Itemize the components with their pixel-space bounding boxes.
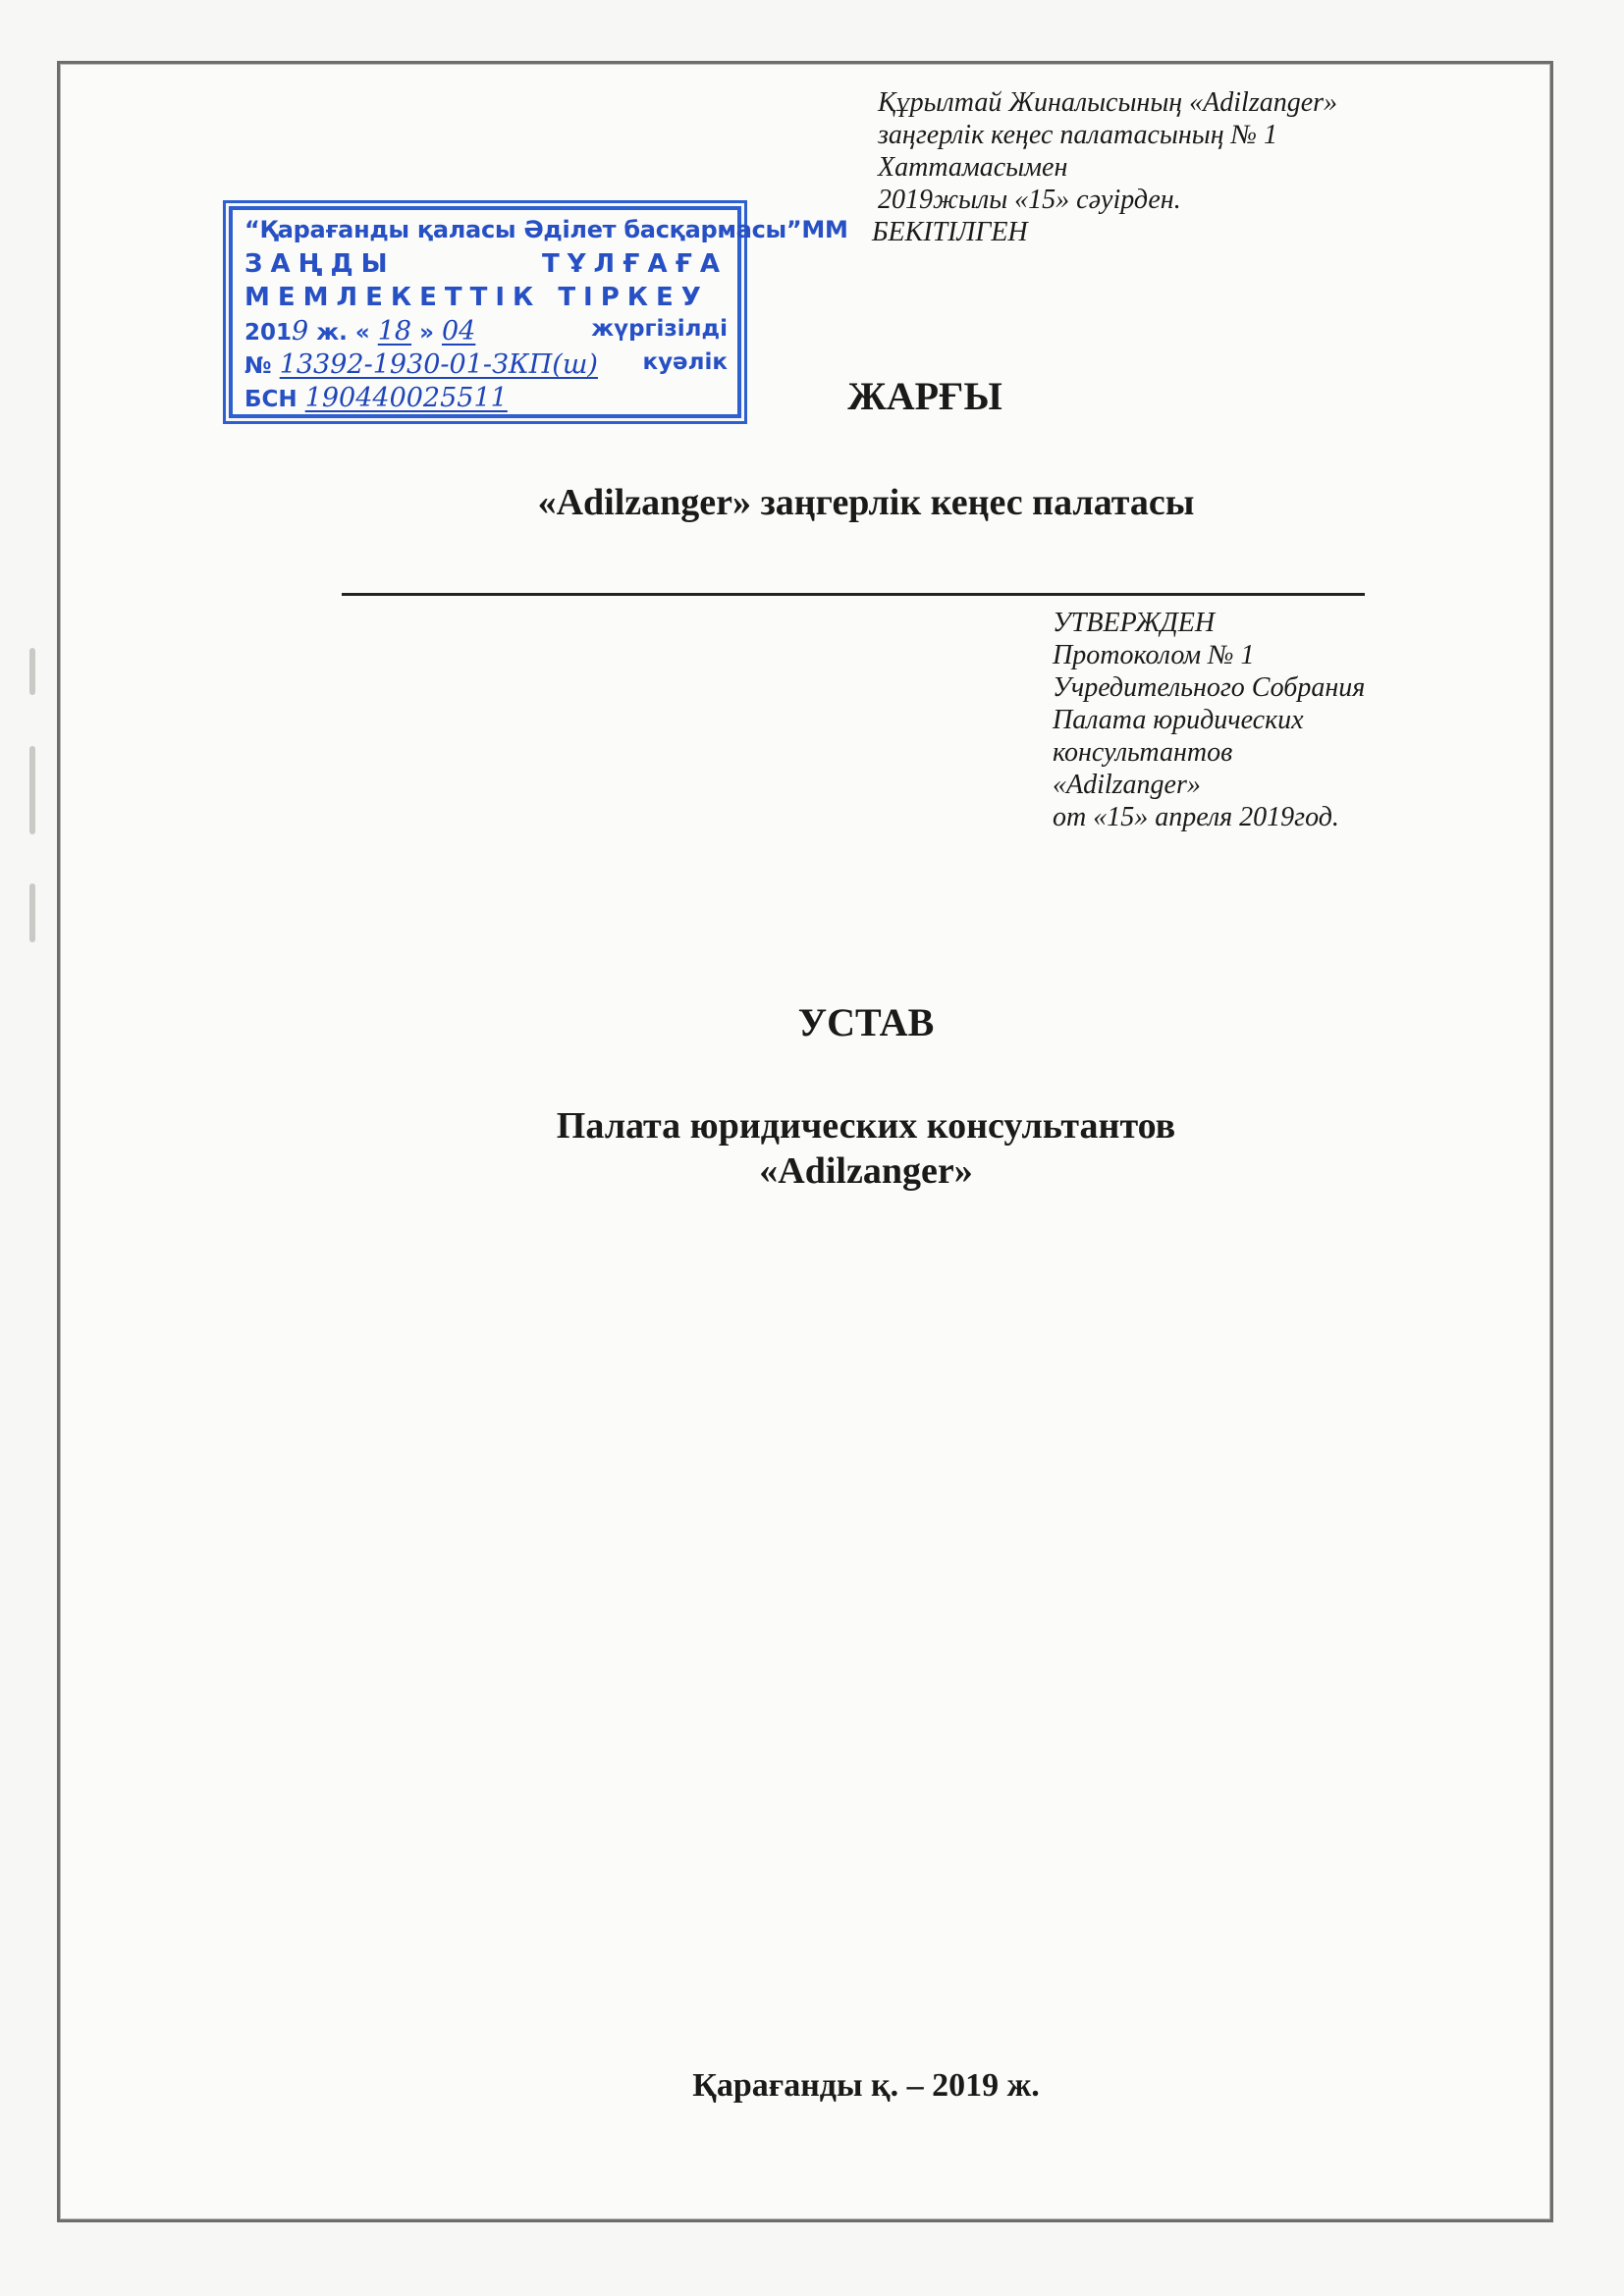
- document-title-russian: УСТАВ: [797, 1000, 935, 1044]
- stamp-year-prefix: 201: [244, 320, 293, 346]
- stamp-state-registration: МЕМЛЕКЕТТІК ТІРКЕУ: [244, 283, 709, 312]
- approval-ru-line: от «15» апреля 2019год.: [1053, 802, 1339, 832]
- scan-edge-mark: [29, 883, 35, 942]
- approval-kz-line: Хаттамасымен: [878, 152, 1068, 183]
- stamp-row2-right: ТҰЛҒАҒА: [541, 249, 728, 279]
- stamp-day-label: ж. «: [316, 320, 370, 346]
- scan-edge-mark: [29, 648, 35, 695]
- stamp-day-value: 18: [377, 316, 412, 347]
- organization-name-kazakh: «Adilzanger» заңгерлік кеңес палатасы: [537, 482, 1195, 523]
- approval-ru-line: Учредительного Собрания: [1053, 672, 1366, 703]
- approval-kz-line: заңгерлік кеңес палатасының № 1: [878, 120, 1278, 150]
- scan-edge-mark: [29, 746, 35, 834]
- organization-name-russian-line2: «Adilzanger»: [759, 1150, 973, 1192]
- stamp-certificate: куәлік: [642, 349, 728, 375]
- approval-kz-line: Құрылтай Жиналысының «Adilzanger»: [878, 87, 1338, 118]
- approval-ru-line: консультантов: [1053, 737, 1233, 768]
- stamp-month-sep: »: [419, 320, 434, 346]
- stamp-bin-value: 190440025511: [304, 383, 508, 413]
- organization-name-russian: [0, 1103, 1624, 1194]
- section-divider: [342, 593, 1365, 596]
- stamp-bin-label: БСН: [244, 387, 298, 412]
- approval-ru-line: УТВЕРЖДЕН: [1053, 608, 1216, 638]
- stamp-legal-entity-row: [244, 249, 728, 283]
- footer-place-year: Қарағанды қ. – 2019 ж.: [692, 2067, 1040, 2104]
- approval-block-kazakh: [872, 86, 1428, 248]
- stamp-year-digit: 9: [292, 316, 309, 347]
- stamp-organization: “Қарағанды қаласы Әділет басқармасы”ММ: [244, 216, 848, 243]
- approval-kz-line: 2019жылы «15» сәуірден.: [878, 185, 1181, 215]
- stamp-row2-left: ЗАҢДЫ: [244, 249, 396, 279]
- stamp-date-row: [244, 316, 728, 349]
- approval-kz-line: БЕКІТІЛГЕН: [872, 217, 1028, 247]
- stamp-month-value: 04: [441, 316, 476, 347]
- approval-ru-line: Палата юридических: [1053, 705, 1304, 735]
- approval-block-russian: [1053, 607, 1524, 833]
- stamp-conducted: жүргізілді: [591, 316, 728, 342]
- document-title-kazakh: ЖАРҒЫ: [847, 374, 1002, 418]
- stamp-number-value: 13392-1930-01-ЗКП(ш): [279, 349, 598, 380]
- stamp-number-label: №: [244, 353, 272, 379]
- approval-ru-line: Протоколом № 1: [1053, 640, 1255, 670]
- approval-ru-line: «Adilzanger»: [1053, 770, 1201, 800]
- organization-name-russian-line1: Палата юридических консультантов: [556, 1105, 1176, 1147]
